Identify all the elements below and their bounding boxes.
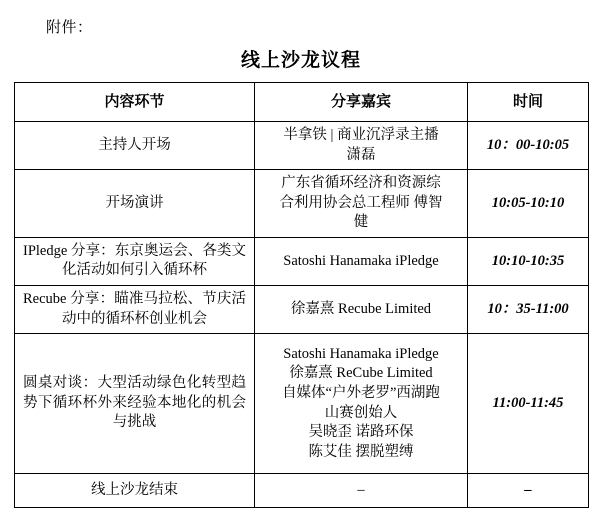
guest-line: 自媒体“户外老罗”西湖跑 xyxy=(282,385,440,401)
guest-line: 广东省循环经济和资源综 xyxy=(281,175,441,192)
guest-line: 陈艾佳 摆脱塑缚 xyxy=(308,443,414,460)
guest-line: 徐嘉熹 ReCube Limited xyxy=(289,365,433,382)
page-title: 线上沙龙议程 xyxy=(240,50,361,71)
column-header-time: 时间 xyxy=(468,83,589,122)
cell-topic: 主持人开场 xyxy=(15,122,255,170)
guest-line: 徐嘉熹 Recube Limited xyxy=(290,300,432,317)
guest-line: 吴晓歪 诺路环保 xyxy=(308,424,414,441)
cell-topic: 圆桌对谈：大型活动绿色化转型趋势下循环杯外来经验本地化的机会与挑战 xyxy=(15,334,255,474)
table-header-row xyxy=(15,83,589,122)
cell-guest xyxy=(255,122,468,170)
cell-topic: 开场演讲 xyxy=(15,170,255,238)
cell-time: 10：00-10:05 xyxy=(468,122,589,170)
table-row xyxy=(15,474,589,508)
cell-guest xyxy=(255,334,468,474)
cell-time: – xyxy=(468,474,589,508)
cell-time: 11:00-11:45 xyxy=(468,334,589,474)
cell-topic: 线上沙龙结束 xyxy=(15,474,255,508)
guest-line: 半拿铁 | 商业沉浮录主播 xyxy=(283,127,439,143)
table-row xyxy=(15,334,589,474)
agenda-table xyxy=(14,82,589,508)
table-row xyxy=(15,237,589,285)
table-row xyxy=(15,285,589,333)
column-header-topic: 内容环节 xyxy=(15,83,255,122)
cell-topic: Recube 分享：瞄准马拉松、节庆活动中的循环杯创业机会 xyxy=(15,285,255,333)
attachment-label: 附件： xyxy=(46,20,93,36)
cell-guest xyxy=(255,170,468,238)
cell-guest xyxy=(255,285,468,333)
guest-line: 潇磊 xyxy=(346,146,376,163)
cell-guest xyxy=(255,237,468,285)
cell-topic: IPledge 分享：东京奥运会、各类文化活动如何引入循环杯 xyxy=(15,237,255,285)
guest-line: Satoshi Hanamaka iPledge xyxy=(283,345,439,362)
guest-line: Satoshi Hanamaka iPledge xyxy=(283,252,439,269)
cell-guest: – xyxy=(255,474,468,508)
column-header-guest: 分享嘉宾 xyxy=(255,83,468,122)
guest-line: 合利用协会总工程师 傅智 xyxy=(279,194,443,211)
cell-time: 10:10-10:35 xyxy=(468,237,589,285)
cell-time: 10:05-10:10 xyxy=(468,170,589,238)
table-row xyxy=(15,122,589,170)
cell-time: 10：35-11:00 xyxy=(468,285,589,333)
guest-line: 健 xyxy=(353,214,369,231)
guest-line: 山赛创始人 xyxy=(324,404,398,421)
table-row xyxy=(15,170,589,238)
